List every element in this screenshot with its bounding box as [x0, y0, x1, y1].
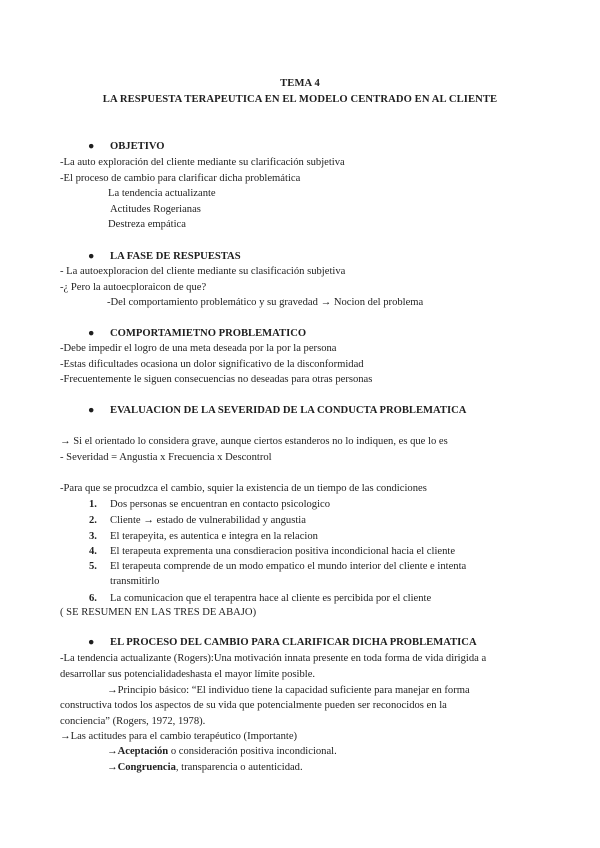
topic-number: TEMA 4 — [280, 78, 320, 89]
attitude-term: Congruencia — [117, 762, 176, 773]
text-line: - La autoexploracion del cliente mediante su clasificación subjetiva — [60, 266, 346, 277]
section-heading-comportamiento — [88, 326, 306, 342]
attitude-term: Aceptación — [117, 746, 169, 757]
arrow-icon: → — [107, 762, 118, 773]
text-line: -Estas dificultades ocasiona un dolor significativo de la disconformidad — [60, 359, 364, 370]
text-line: -¿ Pero la autoecploraicon de que? — [60, 282, 207, 293]
list-item: La comunicacion que el terapentra hace al cliente es percibida por el cliente — [110, 593, 432, 604]
heading-text: LA FASE DE RESPUESTAS — [110, 251, 241, 262]
list-number: 3. — [89, 531, 97, 542]
section-heading-fase — [88, 249, 241, 265]
attitude-description: o consideración positiva incondicional. — [168, 746, 337, 757]
bullet-icon: ● — [88, 405, 95, 416]
attitude-description: , transparencia o autenticidad. — [175, 762, 303, 773]
text-line: -Para que se procudzca el cambio, squier la existencia de un tiempo de las condiciones — [60, 483, 427, 494]
list-item: Dos personas se encuentran en contacto psicologico — [110, 499, 331, 510]
bullet-icon: ● — [88, 328, 95, 339]
heading-text: EVALUACION DE LA SEVERIDAD DE LA CONDUCTA PROBLEMATICA — [110, 405, 467, 416]
list-number: 5. — [89, 561, 97, 572]
text-line: -Frecuentemente le siguen consecuencias no deseadas para otras personas — [60, 374, 373, 385]
arrow-icon: → — [107, 746, 118, 757]
text-line: constructiva todos los aspectos de su vida que potencialmente pueden ser reconocidos en la — [60, 700, 447, 711]
sub-item: Destreza empática — [108, 219, 186, 230]
bullet-icon: ● — [88, 637, 95, 648]
attitude-line — [107, 744, 337, 760]
text-line: - Severidad = Angustia x Frecuencia x Descontrol — [60, 452, 272, 463]
bullet-icon: ● — [88, 251, 95, 262]
text-line: →Las actitudes para el cambio terapéutico (Importante) — [60, 731, 298, 742]
list-item: El terapeyita, es autentica e integra en la relacion — [110, 531, 318, 542]
list-number: 1. — [89, 499, 97, 510]
heading-text: EL PROCESO DEL CAMBIO PARA CLARIFICAR DICHA PROBLEMATICA — [110, 637, 477, 648]
list-number: 4. — [89, 546, 97, 557]
heading-text: OBJETIVO — [110, 141, 165, 152]
heading-text: COMPORTAMIETNO PROBLEMATICO — [110, 328, 307, 339]
bullet-icon: ● — [88, 141, 95, 152]
text-line: -El proceso de cambio para clarificar dicha problemática — [60, 173, 301, 184]
attitude-line — [107, 760, 303, 776]
sub-item: La tendencia actualizante — [108, 188, 216, 199]
section-heading-evaluacion — [88, 403, 466, 419]
document-title: LA RESPUESTA TERAPEUTICA EN EL MODELO CENTRADO EN AL CLIENTE — [102, 94, 498, 105]
text-line: →Principio básico: “El individuo tiene la capacidad suficiente para manejar en forma — [107, 685, 470, 696]
list-item: El terapeuta comprende de un modo empatico el mundo interior del cliente e intenta — [110, 561, 467, 572]
text-line: desarrollar sus potencialidadeshasta el mayor límite posible. — [60, 669, 316, 680]
list-item-continuation: transmitirlo — [110, 576, 160, 587]
sub-item: Actitudes Rogerianas — [110, 204, 201, 215]
note-line: ( SE RESUMEN EN LAS TRES DE ABAJO) — [60, 607, 257, 618]
section-heading-proceso — [88, 635, 477, 651]
list-number: 6. — [89, 593, 97, 604]
text-line: → Si el orientado lo considera grave, aunque ciertos estanderos no lo indiquen, es que lo es — [60, 436, 448, 447]
list-number: 2. — [89, 515, 97, 526]
text-line: conciencia” (Rogers, 1972, 1978). — [60, 716, 206, 727]
list-item: El terapeuta exprementa una consdieracion positiva incondicional hacia el cliente — [110, 546, 456, 557]
text-line: -La tendencia actualizante (Rogers):Una motivación innata presente en toda forma de vida dirigida a — [60, 653, 487, 664]
list-item: Cliente → estado de vulnerabilidad y angustia — [110, 515, 306, 526]
text-line: -La auto exploración del cliente mediante su clarificación subjetiva — [60, 157, 345, 168]
text-line: -Debe impedir el logro de una meta deseada por la por la persona — [60, 343, 337, 354]
section-heading-objetivo — [88, 139, 165, 155]
text-line: -Del comportamiento problemático y su gravedad → Nocion del problema — [107, 297, 424, 308]
